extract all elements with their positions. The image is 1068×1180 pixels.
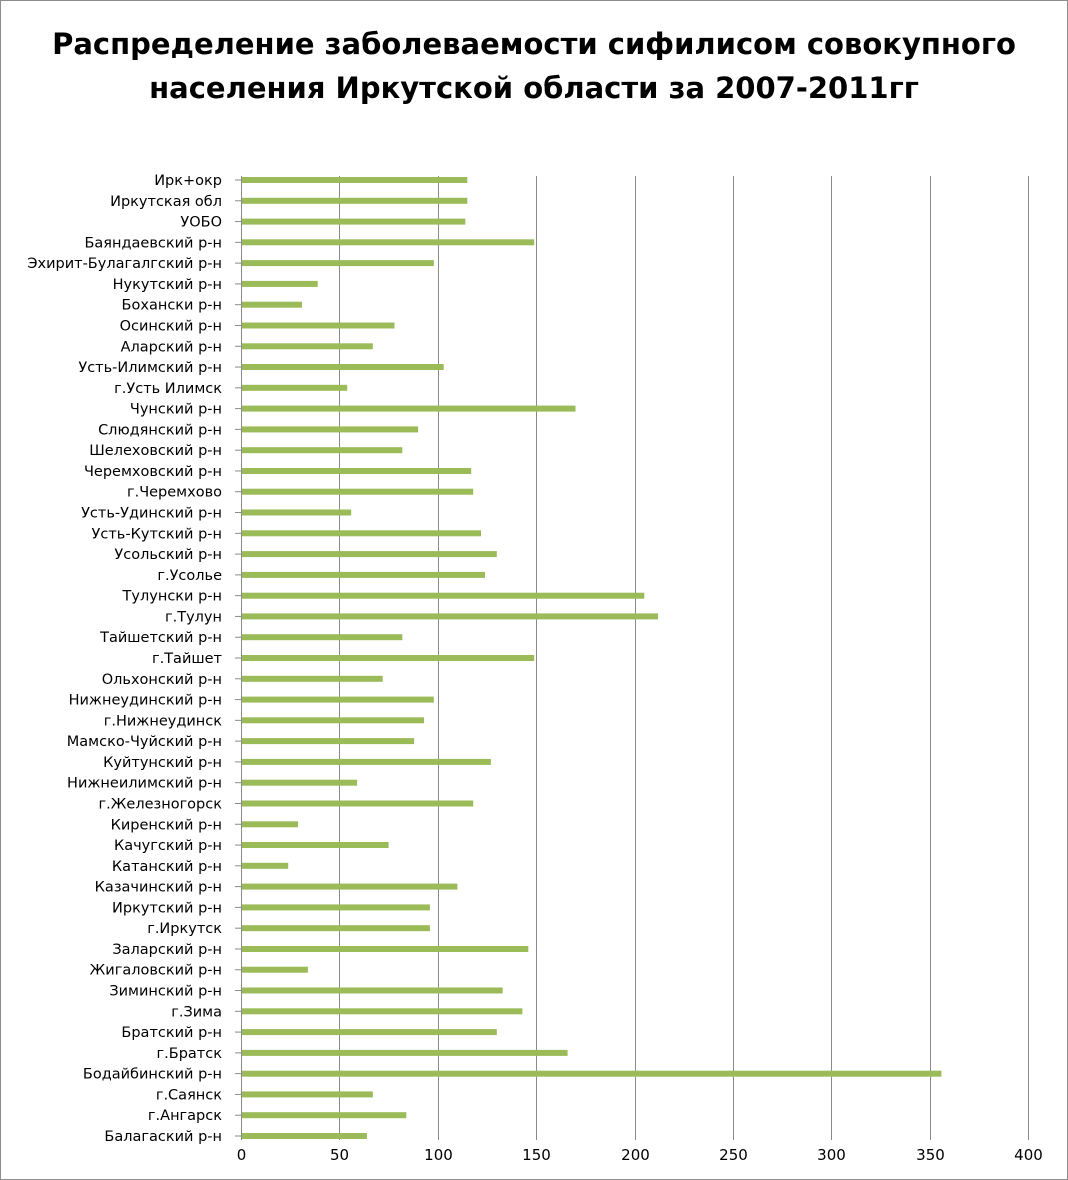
- bar[interactable]: [242, 551, 497, 557]
- bar[interactable]: [242, 884, 457, 890]
- bar[interactable]: [242, 510, 351, 516]
- bar[interactable]: [242, 426, 418, 432]
- bar[interactable]: [242, 323, 395, 329]
- category-label: Усть-Илимский р-н: [78, 360, 222, 376]
- category-label: Слюдянский р-н: [98, 422, 222, 439]
- bar[interactable]: [242, 219, 465, 225]
- bar[interactable]: [242, 759, 491, 765]
- bar[interactable]: [242, 343, 373, 349]
- category-label: г.Железногорск: [98, 796, 222, 813]
- category-label: Качугский р-н: [113, 838, 222, 854]
- category-label: Катанский р-н: [111, 858, 222, 875]
- category-label: Усть-Кутский р-н: [91, 526, 222, 543]
- x-tick-label: 50: [329, 1146, 350, 1164]
- x-tick-label: 400: [1014, 1146, 1043, 1164]
- bar[interactable]: [242, 1050, 568, 1056]
- category-label: Жигаловский р-н: [89, 962, 222, 979]
- x-tick-label: 200: [621, 1146, 650, 1164]
- category-label: Балагаский р-н: [104, 1129, 222, 1145]
- bar[interactable]: [242, 717, 424, 723]
- category-label: Бодайбинский р-н: [82, 1066, 222, 1083]
- category-label: Шелеховский р-н: [89, 443, 222, 460]
- bar[interactable]: [242, 801, 473, 807]
- bar[interactable]: [242, 530, 481, 536]
- category-label: г.Нижнеудинск: [103, 713, 222, 730]
- bar[interactable]: [242, 946, 528, 952]
- category-label: Нукутский р-н: [112, 276, 222, 293]
- bar[interactable]: [242, 655, 534, 661]
- bar[interactable]: [242, 572, 485, 578]
- category-label: Казачинский р-н: [94, 879, 222, 896]
- bar[interactable]: [242, 239, 534, 245]
- category-label: г.Братск: [156, 1045, 222, 1062]
- bar[interactable]: [242, 198, 467, 204]
- category-label: Тайшетский р-н: [100, 630, 222, 647]
- bar[interactable]: [242, 1091, 373, 1097]
- bar[interactable]: [242, 364, 444, 370]
- category-label: г.Тулун: [165, 609, 222, 626]
- x-tick-label: 350: [916, 1146, 945, 1164]
- category-label: г.Усолье: [157, 567, 222, 584]
- chart-title: Распределение заболеваемости сифилисом совокупного населения Иркутской области за 2007-2011гг: [52, 27, 1016, 105]
- bar[interactable]: [242, 697, 434, 703]
- bar[interactable]: [242, 988, 503, 994]
- category-label: г.Зима: [171, 1004, 222, 1021]
- category-label: Братский р-н: [121, 1025, 222, 1042]
- category-label: г.Черемхово: [126, 484, 222, 501]
- category-label: Черемховский р-н: [83, 464, 222, 480]
- category-label: Иркутский р-н: [112, 900, 222, 917]
- category-label: Заларский р-н: [112, 942, 222, 958]
- bar[interactable]: [242, 468, 471, 474]
- bar[interactable]: [242, 863, 288, 869]
- category-label: Ирк+окр: [154, 173, 222, 189]
- bar[interactable]: [242, 1133, 367, 1139]
- bar[interactable]: [242, 904, 430, 910]
- x-tick-label: 150: [522, 1146, 551, 1164]
- bar[interactable]: [242, 1071, 941, 1077]
- category-label: Аларский р-н: [120, 339, 222, 356]
- bar[interactable]: [242, 634, 402, 640]
- category-label: г.Усть Илимск: [114, 380, 222, 397]
- bar[interactable]: [242, 738, 414, 744]
- category-label: г.Тайшет: [151, 651, 222, 667]
- category-label: Ольхонский р-н: [101, 671, 222, 688]
- category-label: Куйтунский р-н: [103, 754, 222, 771]
- category-label: Нижнеудинский р-н: [68, 692, 222, 709]
- bar[interactable]: [242, 281, 318, 287]
- category-label: г.Иркутск: [147, 921, 222, 938]
- category-label: Баяндаевский р-н: [84, 235, 222, 252]
- bar[interactable]: [242, 967, 308, 973]
- bar[interactable]: [242, 1112, 406, 1118]
- category-label: г.Саянск: [155, 1087, 222, 1104]
- bar[interactable]: [242, 613, 658, 619]
- category-label: УОБО: [180, 214, 222, 231]
- bar[interactable]: [242, 489, 473, 495]
- category-label: г.Ангарск: [147, 1108, 222, 1125]
- x-tick-label: 300: [817, 1146, 846, 1164]
- bar[interactable]: [242, 302, 302, 308]
- category-label: Бохански р-н: [121, 297, 222, 314]
- category-label: Усть-Удинский р-н: [81, 505, 222, 522]
- bar[interactable]: [242, 385, 347, 391]
- bar[interactable]: [242, 1029, 497, 1035]
- bar[interactable]: [242, 593, 644, 599]
- bar[interactable]: [242, 406, 576, 412]
- bar[interactable]: [242, 260, 434, 266]
- bar[interactable]: [242, 177, 467, 183]
- bar[interactable]: [242, 447, 402, 453]
- category-label: Тулунски р-н: [122, 588, 222, 605]
- x-tick-label: 250: [719, 1146, 748, 1164]
- bar[interactable]: [242, 821, 298, 827]
- bar[interactable]: [242, 1008, 522, 1014]
- bar[interactable]: [242, 676, 383, 682]
- category-label: Мамско-Чуйский р-н: [66, 734, 222, 751]
- category-label: Эхирит-Булагалгский р-н: [27, 256, 222, 273]
- category-label: Усольский р-н: [114, 547, 222, 564]
- category-label: Осинский р-н: [119, 318, 222, 335]
- category-label: Иркутская обл: [110, 193, 222, 210]
- category-label: Зиминский р-н: [109, 983, 222, 1000]
- bar[interactable]: [242, 925, 430, 931]
- x-tick-label: 0: [236, 1146, 247, 1164]
- category-label: Киренский р-н: [110, 817, 222, 834]
- category-label: Чунский р-н: [129, 401, 222, 418]
- x-tick-label: 100: [424, 1146, 453, 1164]
- category-label: Нижнеилимский р-н: [67, 775, 222, 792]
- bar[interactable]: [242, 842, 389, 848]
- bar[interactable]: [242, 780, 357, 786]
